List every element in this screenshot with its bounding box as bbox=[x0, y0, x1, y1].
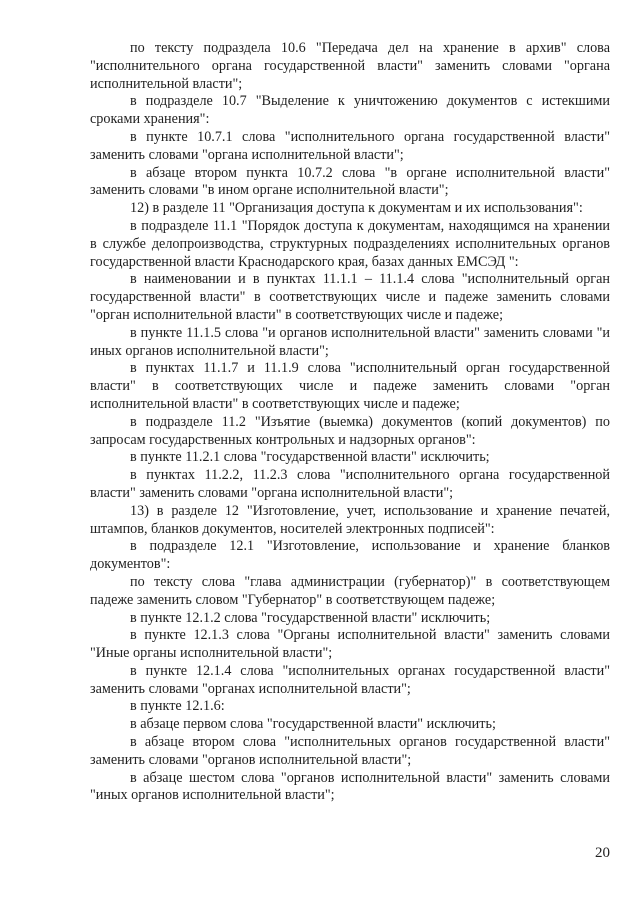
paragraph: в пункте 12.1.4 слова "исполнительных органах государственной власти" заменить словами "органах исполнительной власти"; bbox=[90, 662, 610, 697]
paragraph: 13) в разделе 12 "Изготовление, учет, использование и хранение печатей, штампов, бланков документов, носителей электронных подписей": bbox=[90, 502, 610, 537]
paragraph: 12) в разделе 11 "Организация доступа к документам и их использования": bbox=[130, 200, 583, 217]
paragraph: в пункте 12.1.2 слова "государственной власти" исключить; bbox=[130, 609, 491, 626]
paragraph: в абзаце шестом слова "органов исполнительной власти" заменить словами "иных органов исполнительной власти"; bbox=[90, 769, 610, 804]
page-number: 20 bbox=[595, 845, 610, 861]
paragraph: в пункте 11.1.5 слова "и органов исполнительной власти" заменить словами "и иных органов исполнительной власти"; bbox=[90, 324, 610, 359]
paragraph: в пунктах 11.1.7 и 11.1.9 слова "исполнительный орган государственной власти" в соответствующих числе и падеже заменить словами "орган исполнительной власти" в соответствующих числе и падеже; bbox=[90, 360, 610, 412]
paragraph: в пункте 11.2.1 слова "государственной власти" исключить; bbox=[130, 449, 490, 466]
paragraph: в подразделе 10.7 "Выделение к уничтожению документов с истекшими сроками хранения": bbox=[90, 93, 610, 128]
paragraph: в пункте 12.1.3 слова "Органы исполнительной власти" заменить словами "Иные органы исполнительной власти"; bbox=[90, 627, 610, 662]
paragraph: в подразделе 11.2 "Изъятие (выемка) документов (копий документов) по запросам государственных контрольных и надзорных органов": bbox=[90, 413, 610, 448]
paragraph: в подразделе 12.1 "Изготовление, использование и хранение бланков документов": bbox=[90, 538, 610, 573]
paragraph: в пункте 10.7.1 слова "исполнительного органа государственной власти" заменить словами "органа исполнительной власти"; bbox=[90, 128, 610, 163]
paragraph: в пунктах 11.2.2, 11.2.3 слова "исполнительного органа государственной власти" заменить словами "органа исполнительной власти"; bbox=[90, 467, 610, 501]
paragraph: в абзаце втором слова "исполнительных органов государственной власти" заменить словами "органов исполнительной власти"; bbox=[90, 734, 610, 768]
document-body bbox=[90, 40, 610, 805]
paragraph: в абзаце первом слова "государственной власти" исключить; bbox=[130, 716, 496, 733]
paragraph: в подразделе 11.1 "Порядок доступа к документам, находящимся на хранении в службе делопроизводства, структурных подразделениях исполнительных органов государственной власти Краснодарского края, базах данных ЕМСЭД ": bbox=[90, 217, 610, 270]
paragraph: по тексту слова "глава администрации (губернатор)" в соответствующем падеже заменить словом "Губернатор" в соответствующем падеже; bbox=[90, 573, 610, 608]
paragraph: в наименовании и в пунктах 11.1.1 – 11.1.4 слова "исполнительный орган государственной власти" в соответствующих числе и падеже заменить словами "орган исполнительной власти" в соответствующих числе и падеже; bbox=[90, 271, 610, 323]
paragraph: в абзаце втором пункта 10.7.2 слова "в органе исполнительной власти" заменить словами "в ином органе исполнительной власти"; bbox=[90, 164, 610, 199]
paragraph: в пункте 12.1.6: bbox=[130, 698, 225, 715]
paragraph: по тексту подраздела 10.6 "Передача дел на хранение в архив" слова "исполнительного органа государственной власти" заменить словами "органа исполнительной власти"; bbox=[90, 40, 610, 92]
